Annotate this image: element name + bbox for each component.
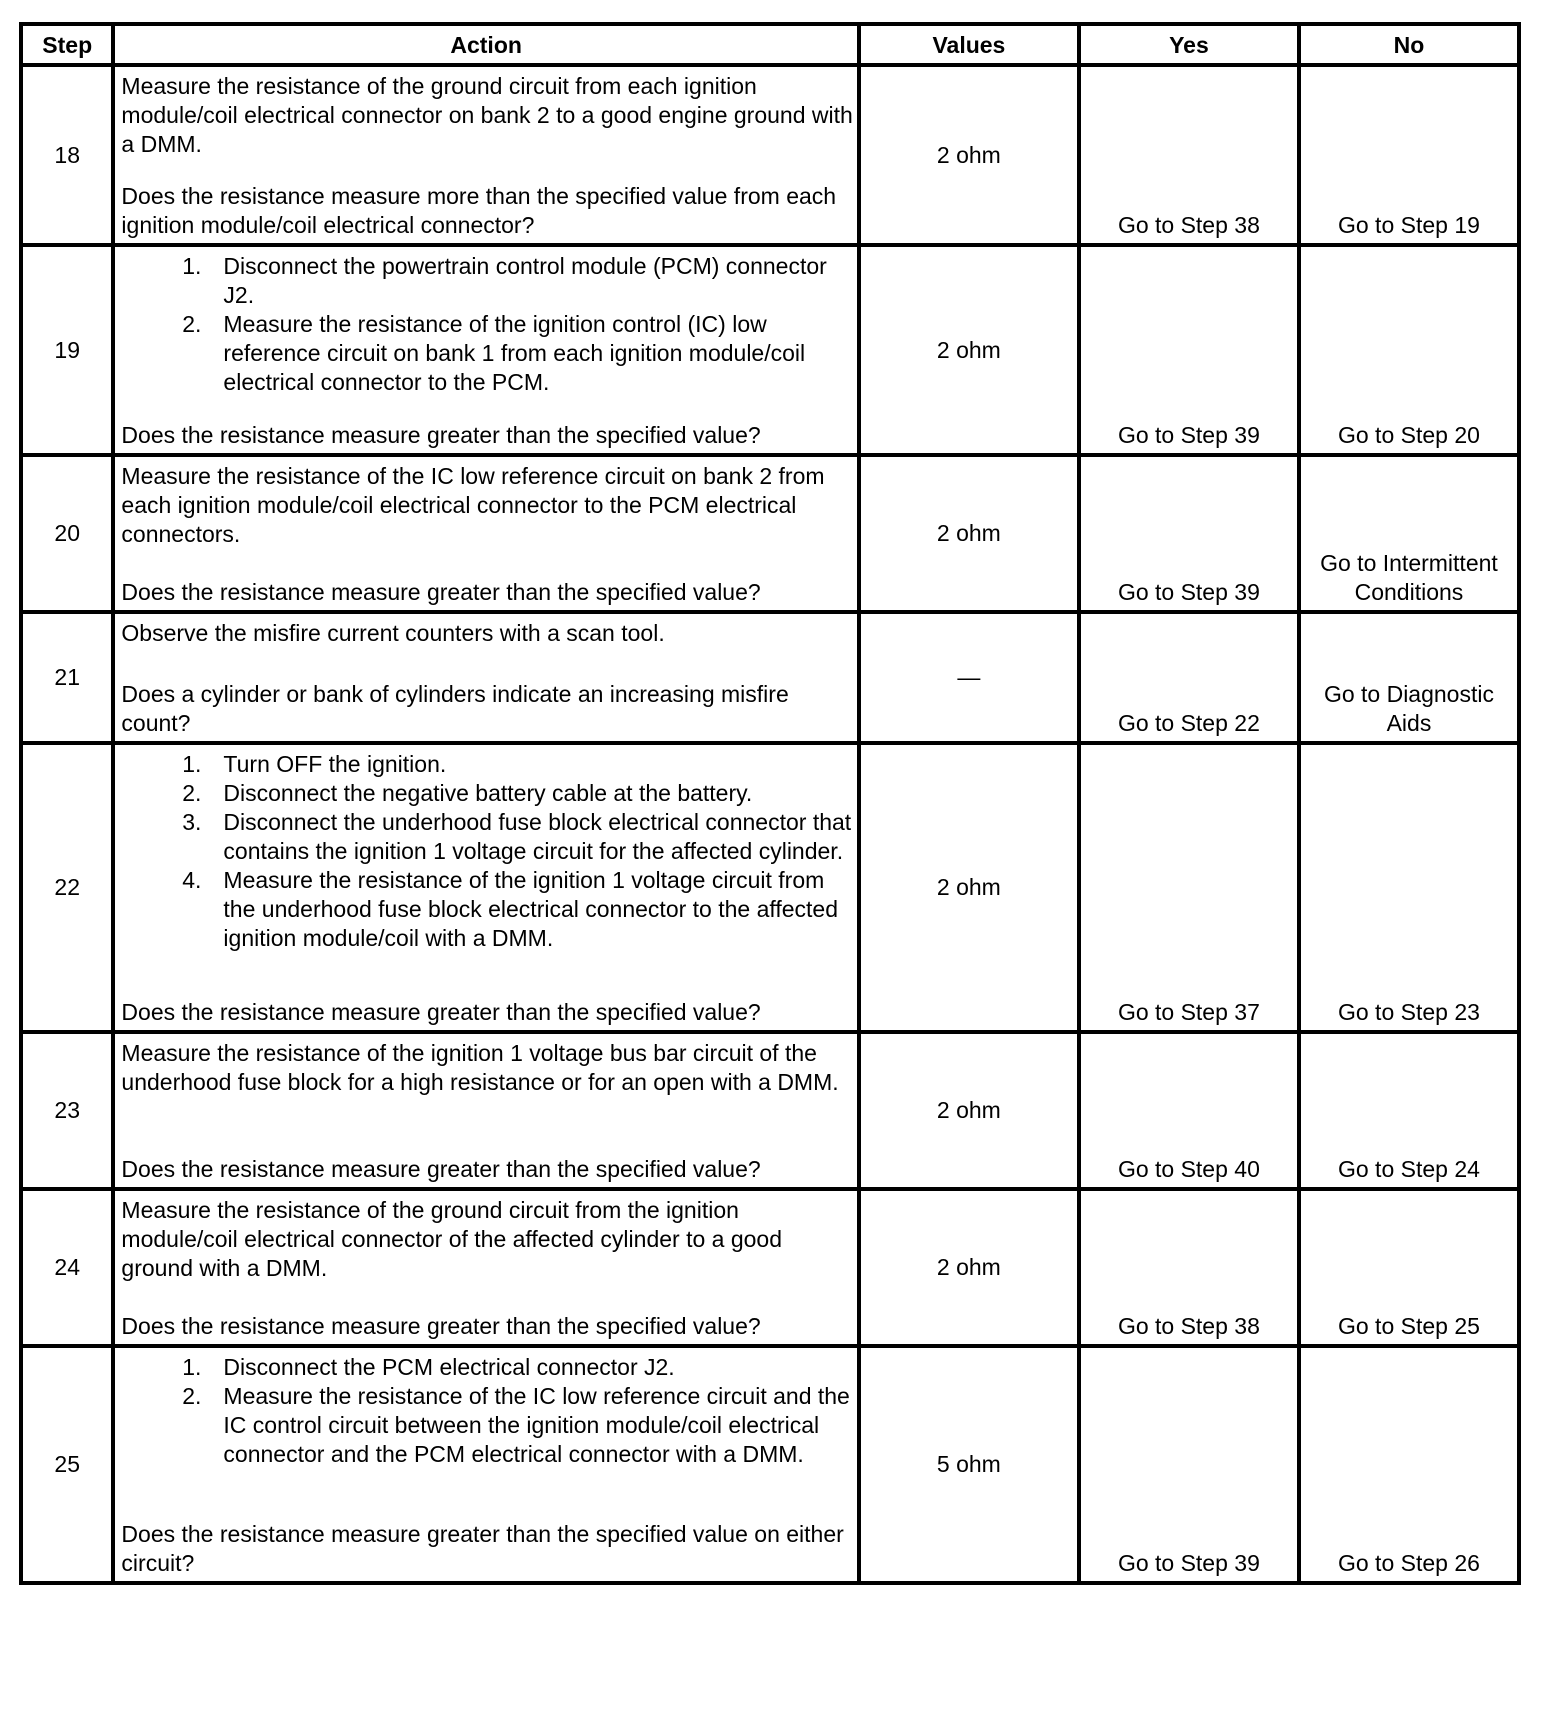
action-steps <box>121 750 852 953</box>
action-cell <box>113 743 858 1032</box>
no-cell: Go to Step 24 <box>1299 1032 1519 1189</box>
header-values: Values <box>859 24 1079 65</box>
action-steps <box>121 1353 852 1469</box>
list-item <box>121 779 852 808</box>
list-item <box>121 866 852 953</box>
item-text: Disconnect the PCM electrical connector J2. <box>223 1354 675 1380</box>
list-item <box>121 310 852 397</box>
action-cell <box>113 612 858 743</box>
list-item <box>121 1353 852 1382</box>
yes-cell: Go to Step 38 <box>1079 1189 1299 1346</box>
step-number: 24 <box>21 1189 113 1346</box>
item-text: Disconnect the powertrain control module (PCM) connector J2. <box>223 253 827 308</box>
action-question: Does a cylinder or bank of cylinders indicate an increasing misfire count? <box>121 681 789 736</box>
item-text: Disconnect the underhood fuse block electrical connector that contains the ignition 1 voltage circuit for the affected cylinder. <box>223 809 852 864</box>
value-cell: 2 ohm <box>859 743 1079 1032</box>
value-cell: 2 ohm <box>859 245 1079 455</box>
no-cell: Go to Step 26 <box>1299 1346 1519 1583</box>
step-number: 21 <box>21 612 113 743</box>
item-text: Measure the resistance of the ignition 1 voltage circuit from the underhood fuse block electrical connector to the affected ignition module/coil with a DMM. <box>223 867 839 951</box>
item-number: 1. <box>182 1354 202 1380</box>
action-question: Does the resistance measure greater than the specified value? <box>121 999 761 1025</box>
action-cell <box>113 245 858 455</box>
item-text: Measure the resistance of the ignition control (IC) low reference circuit on bank 1 from each ignition module/coil electrical connector to the PCM. <box>223 311 806 395</box>
action-text: Observe the misfire current counters with a scan tool. <box>121 620 665 646</box>
table-row <box>21 65 1519 245</box>
action-text: Measure the resistance of the IC low reference circuit on bank 2 from each ignition module/coil electrical connector to the PCM electrical connectors. <box>121 463 825 547</box>
table-row <box>21 245 1519 455</box>
value-cell: 2 ohm <box>859 1032 1079 1189</box>
table-row <box>21 1346 1519 1583</box>
value-cell: 5 ohm <box>859 1346 1079 1583</box>
value-cell: 2 ohm <box>859 455 1079 612</box>
item-text: Measure the resistance of the IC low reference circuit and the IC control circuit between the ignition module/coil electrical connector and the PCM electrical connector with a DMM. <box>223 1383 850 1467</box>
action-steps <box>121 252 852 397</box>
action-question: Does the resistance measure greater than the specified value on either circuit? <box>121 1521 844 1576</box>
value-cell: 2 ohm <box>859 1189 1079 1346</box>
header-no: No <box>1299 24 1519 65</box>
table-row <box>21 455 1519 612</box>
list-item <box>121 1382 852 1469</box>
item-number: 2. <box>182 311 202 337</box>
no-cell: Go to Step 19 <box>1299 65 1519 245</box>
item-number: 4. <box>182 867 202 893</box>
step-number: 19 <box>21 245 113 455</box>
step-number: 25 <box>21 1346 113 1583</box>
action-text: Measure the resistance of the ground circuit from each ignition module/coil electrical connector on bank 2 to a good engine ground with a DMM. <box>121 73 853 157</box>
diagnostic-table <box>19 22 1521 1585</box>
action-cell <box>113 1032 858 1189</box>
header-row <box>21 24 1519 65</box>
action-question: Does the resistance measure more than the specified value from each ignition module/coil electrical connector? <box>121 183 837 238</box>
step-number: 20 <box>21 455 113 612</box>
yes-cell: Go to Step 37 <box>1079 743 1299 1032</box>
action-question: Does the resistance measure greater than the specified value? <box>121 579 761 605</box>
item-text: Turn OFF the ignition. <box>223 751 447 777</box>
header-action: Action <box>113 24 858 65</box>
table-row <box>21 612 1519 743</box>
table-row <box>21 1032 1519 1189</box>
action-text: Measure the resistance of the ignition 1 voltage bus bar circuit of the underhood fuse block for a high resistance or for an open with a DMM. <box>121 1040 839 1095</box>
yes-cell: Go to Step 39 <box>1079 455 1299 612</box>
item-text: Disconnect the negative battery cable at the battery. <box>223 780 753 806</box>
item-number: 1. <box>182 751 202 777</box>
action-cell <box>113 455 858 612</box>
action-cell <box>113 1346 858 1583</box>
no-cell: Go to Step 23 <box>1299 743 1519 1032</box>
value-cell: 2 ohm <box>859 65 1079 245</box>
yes-cell: Go to Step 39 <box>1079 1346 1299 1583</box>
step-number: 22 <box>21 743 113 1032</box>
action-cell <box>113 65 858 245</box>
yes-cell: Go to Step 38 <box>1079 65 1299 245</box>
header-yes: Yes <box>1079 24 1299 65</box>
action-text: Measure the resistance of the ground circuit from the ignition module/coil electrical connector of the affected cylinder to a good ground with a DMM. <box>121 1197 782 1281</box>
table-row <box>21 743 1519 1032</box>
item-number: 2. <box>182 1383 202 1409</box>
no-cell: Go to Step 20 <box>1299 245 1519 455</box>
yes-cell: Go to Step 22 <box>1079 612 1299 743</box>
action-question: Does the resistance measure greater than the specified value? <box>121 422 761 448</box>
step-number: 23 <box>21 1032 113 1189</box>
item-number: 1. <box>182 253 202 279</box>
yes-cell: Go to Step 39 <box>1079 245 1299 455</box>
action-question: Does the resistance measure greater than the specified value? <box>121 1313 761 1339</box>
value-cell: — <box>859 612 1079 743</box>
list-item <box>121 808 852 866</box>
no-cell: Go to Step 25 <box>1299 1189 1519 1346</box>
yes-cell: Go to Step 40 <box>1079 1032 1299 1189</box>
list-item <box>121 252 852 310</box>
step-number: 18 <box>21 65 113 245</box>
no-cell: Go to Diagnostic Aids <box>1299 612 1519 743</box>
table-row <box>21 1189 1519 1346</box>
header-step: Step <box>21 24 113 65</box>
action-question: Does the resistance measure greater than the specified value? <box>121 1156 761 1182</box>
action-cell <box>113 1189 858 1346</box>
no-cell: Go to Intermittent Conditions <box>1299 455 1519 612</box>
item-number: 2. <box>182 780 202 806</box>
item-number: 3. <box>182 809 202 835</box>
list-item <box>121 750 852 779</box>
